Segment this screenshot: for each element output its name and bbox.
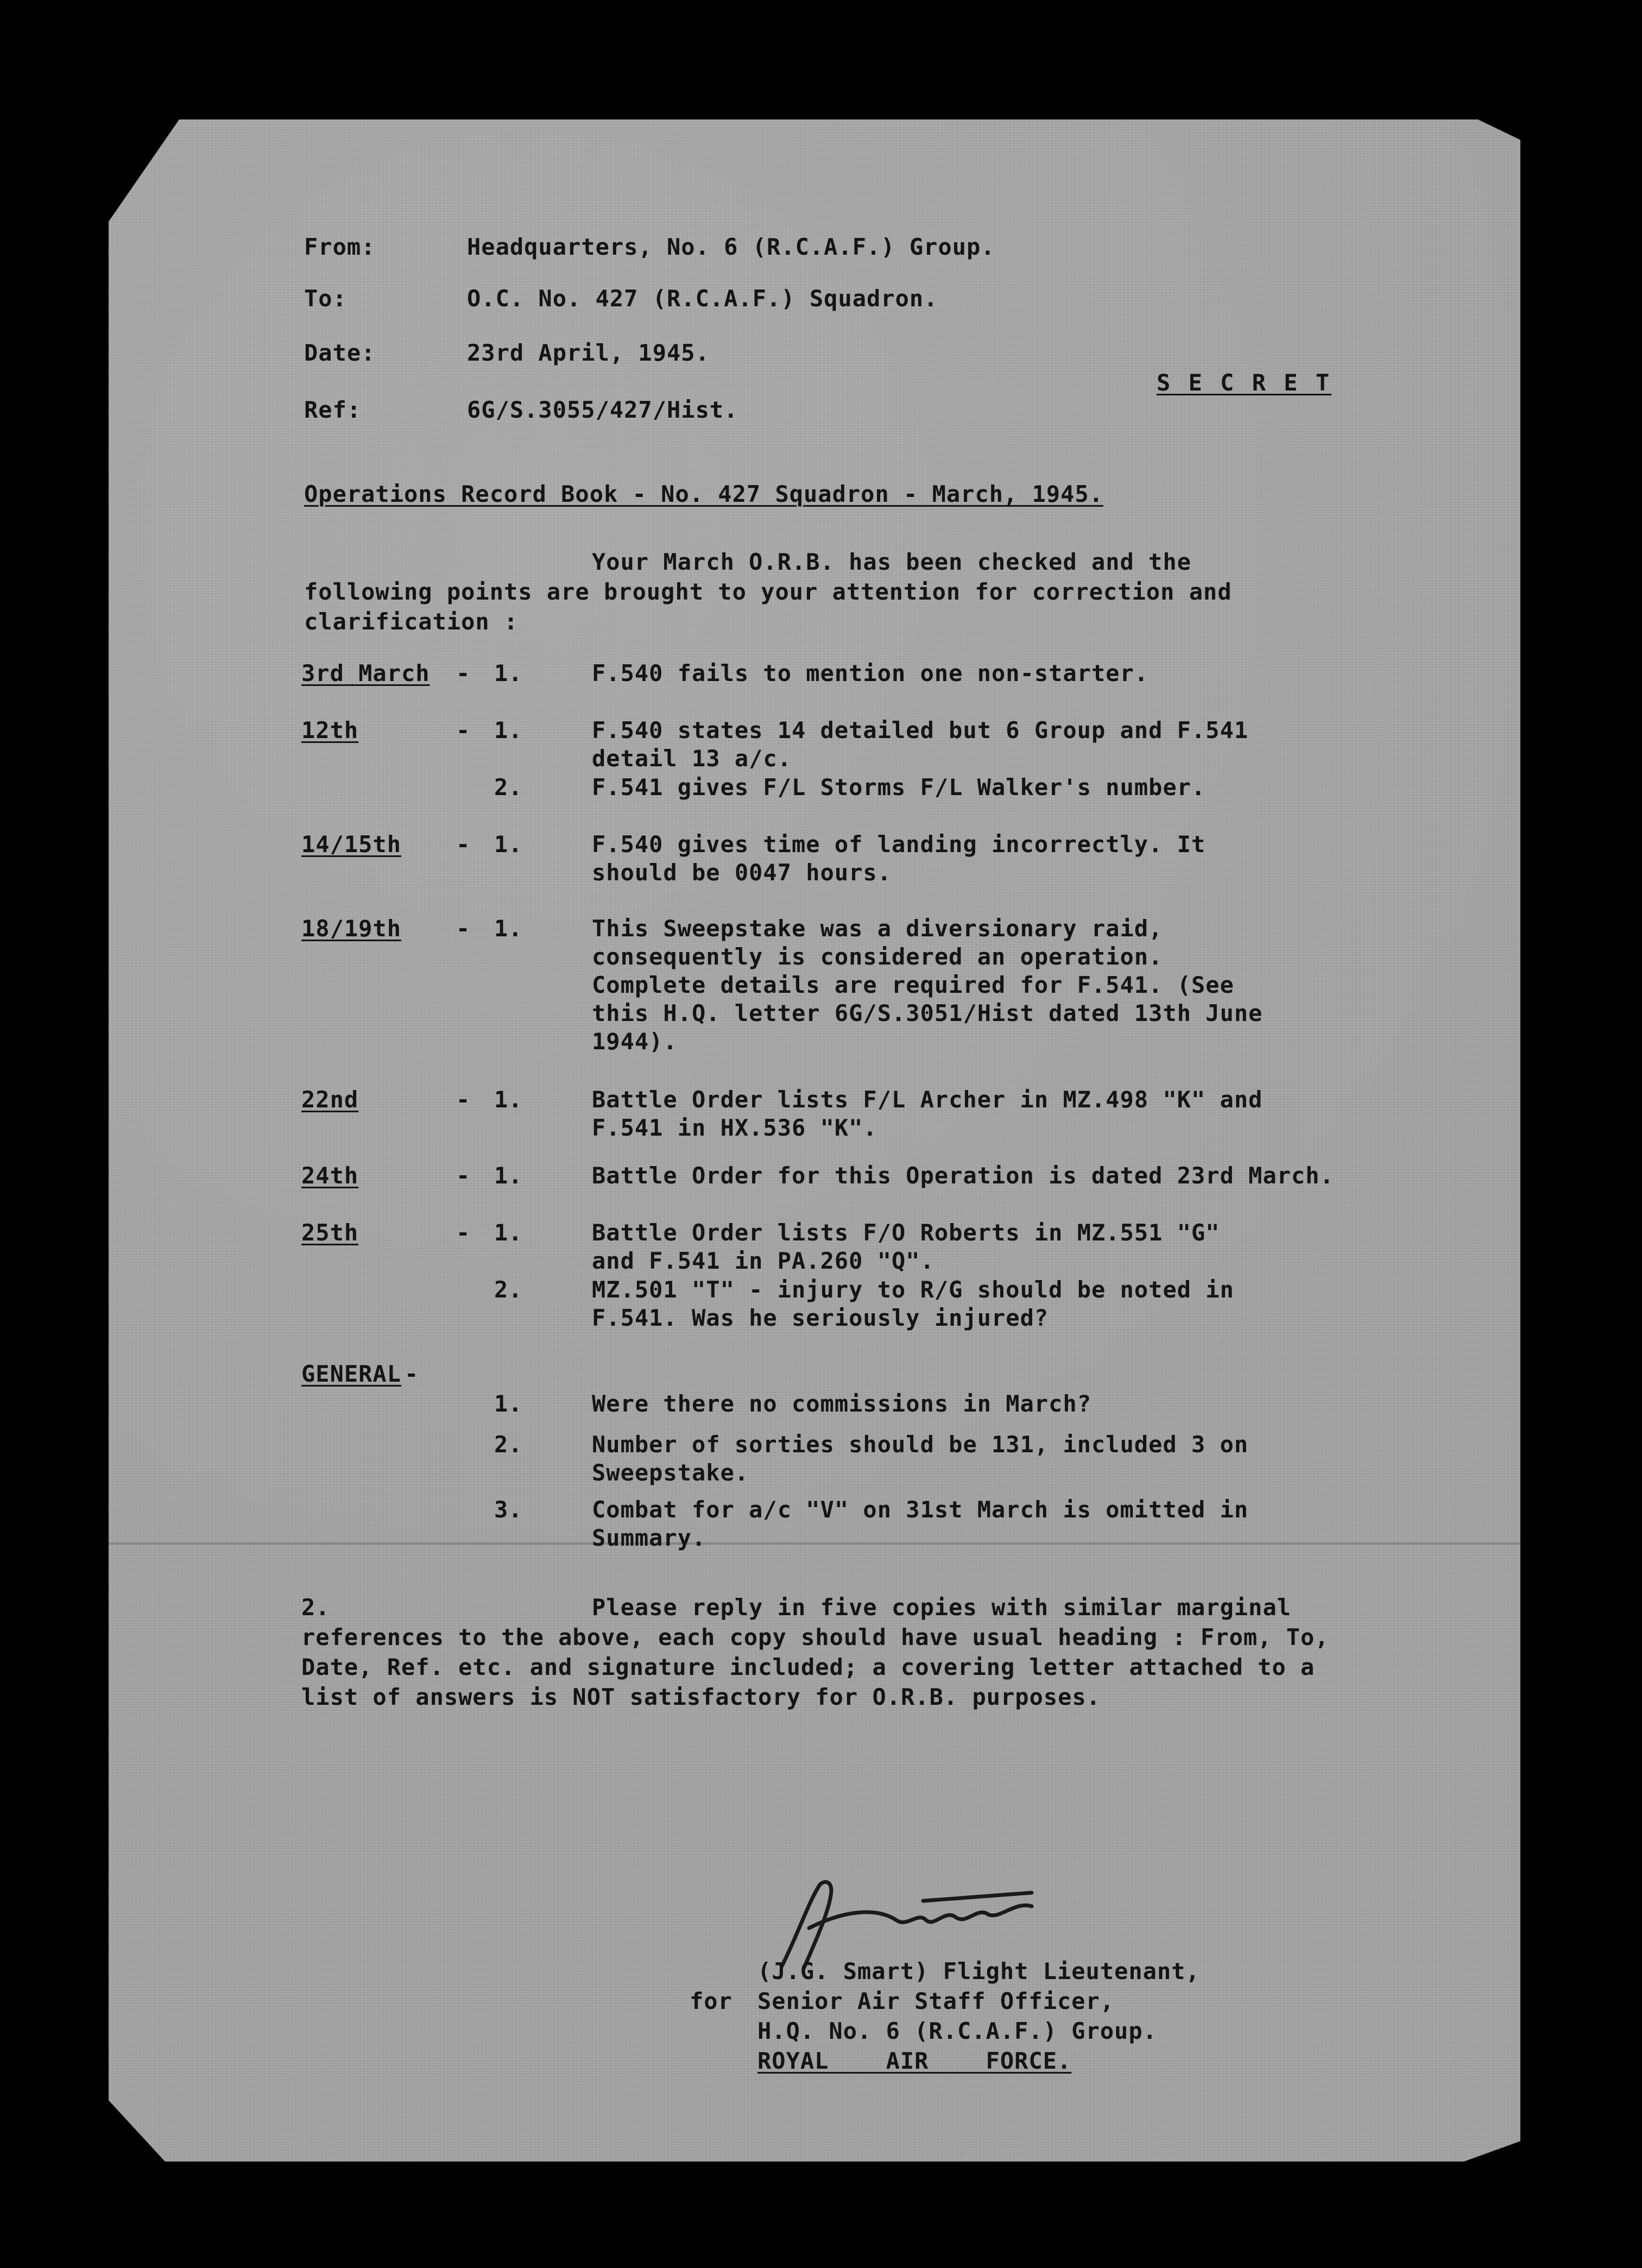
signatory-service: ROYAL AIR FORCE. <box>757 2048 1072 2074</box>
entry-date: 25th <box>301 1219 359 1246</box>
item-text: Battle Order lists F/O Roberts in MZ.551 "G" <box>592 1219 1220 1246</box>
item-text: F.541 gives F/L Storms F/L Walker's number. <box>592 774 1206 801</box>
subject-line: Operations Record Book - No. 427 Squadron - March, 1945. <box>304 481 1104 507</box>
item-text: Sweepstake. <box>592 1459 749 1486</box>
item-text: Number of sorties should be 131, included 3 on <box>592 1431 1249 1458</box>
item-number: 2. <box>494 1431 523 1458</box>
ref-value: 6G/S.3055/427/Hist. <box>467 396 738 423</box>
item-text: should be 0047 hours. <box>592 859 892 886</box>
entry-date: 18/19th <box>301 915 402 942</box>
entry-date: 12th <box>301 717 359 744</box>
item-text: Combat for a/c "V" on 31st March is omitted in <box>592 1496 1249 1523</box>
item-text: F.540 gives time of landing incorrectly. It <box>592 831 1206 858</box>
item-text: this H.Q. letter 6G/S.3051/Hist dated 13th June <box>592 1000 1263 1026</box>
to-label: To: <box>304 285 347 312</box>
item-text: Complete details are required for F.541. (See <box>592 972 1234 998</box>
general-label: GENERAL <box>301 1360 402 1387</box>
intro-line-3: clarification : <box>304 608 519 635</box>
from-label: From: <box>304 234 376 260</box>
item-text: This Sweepstake was a diversionary raid, <box>592 915 1163 942</box>
item-text: F.540 fails to mention one non-starter. <box>592 660 1149 686</box>
signatory-unit: H.Q. No. 6 (R.C.A.F.) Group. <box>757 2018 1158 2044</box>
item-text: F.541 in HX.536 "K". <box>592 1114 877 1141</box>
item-text: 1944). <box>592 1028 678 1055</box>
entry-dash: - <box>456 660 471 686</box>
item-number: 1. <box>494 1086 523 1113</box>
from-value: Headquarters, No. 6 (R.C.A.F.) Group. <box>467 234 995 260</box>
entry-date: 22nd <box>301 1086 359 1113</box>
general-dash: - <box>405 1360 419 1387</box>
item-text: Summary. <box>592 1524 706 1551</box>
item-number: 1. <box>494 660 523 686</box>
entry-dash: - <box>456 1086 471 1113</box>
date-value: 23rd April, 1945. <box>467 339 710 366</box>
entry-date: 3rd March <box>301 660 430 686</box>
item-number: 1. <box>494 1219 523 1246</box>
item-text: and F.541 in PA.260 "Q". <box>592 1248 934 1274</box>
entry-dash: - <box>456 831 471 858</box>
item-number: 2. <box>494 1276 523 1303</box>
paragraph-line-4: list of answers is NOT satisfactory for O.R.B. purposes. <box>301 1684 1101 1710</box>
to-value: O.C. No. 427 (R.C.A.F.) Squadron. <box>467 285 938 312</box>
entry-dash: - <box>456 1219 471 1246</box>
item-text: Battle Order for this Operation is dated 23rd March. <box>592 1162 1334 1189</box>
item-number: 1. <box>494 717 523 744</box>
signatory-title: Senior Air Staff Officer, <box>757 1988 1115 2014</box>
item-text: consequently is considered an operation. <box>592 943 1163 970</box>
entry-date: 14/15th <box>301 831 402 858</box>
entry-dash: - <box>456 1162 471 1189</box>
entry-date: 24th <box>301 1162 359 1189</box>
paragraph-line-1: Please reply in five copies with similar marginal <box>592 1594 1292 1621</box>
paragraph-line-3: Date, Ref. etc. and signature included; a covering letter attached to a <box>301 1654 1315 1680</box>
paragraph-number: 2. <box>301 1594 330 1621</box>
item-text: F.540 states 14 detailed but 6 Group and F.541 <box>592 717 1249 744</box>
classification-stamp: S E C R E T <box>1157 369 1332 396</box>
entry-dash: - <box>456 915 471 942</box>
item-text: F.541. Was he seriously injured? <box>592 1305 1049 1331</box>
ref-label: Ref: <box>304 396 362 423</box>
item-text: MZ.501 "T" - injury to R/G should be noted in <box>592 1276 1234 1303</box>
date-label: Date: <box>304 339 376 366</box>
intro-line-1: Your March O.R.B. has been checked and the <box>592 549 1192 575</box>
item-number: 3. <box>494 1496 523 1523</box>
item-number: 1. <box>494 831 523 858</box>
item-text: detail 13 a/c. <box>592 745 792 772</box>
entry-dash: - <box>456 717 471 744</box>
item-text: Battle Order lists F/L Archer in MZ.498 "K" and <box>592 1086 1263 1113</box>
item-number: 1. <box>494 1390 523 1417</box>
intro-line-2: following points are brought to your attention for correction and <box>304 578 1232 605</box>
for-label: for <box>690 1988 732 2014</box>
paragraph-line-2: references to the above, each copy should have usual heading : From, To, <box>301 1624 1329 1650</box>
item-number: 2. <box>494 774 523 801</box>
item-number: 1. <box>494 1162 523 1189</box>
item-text: Were there no commissions in March? <box>592 1390 1092 1417</box>
item-number: 1. <box>494 915 523 942</box>
signatory-name: (J.G. Smart) Flight Lieutenant, <box>757 1958 1200 1984</box>
